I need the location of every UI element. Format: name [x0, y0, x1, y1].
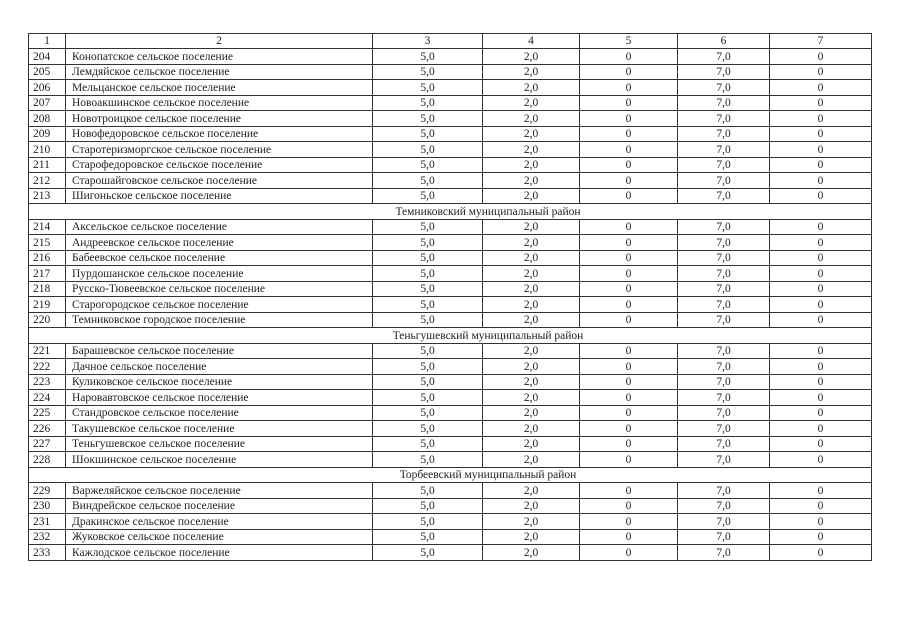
- table-row: [29, 452, 872, 468]
- value-col3: 5,0: [373, 126, 483, 142]
- table-row: [29, 297, 872, 313]
- value-col7: 0: [770, 95, 872, 111]
- value-col4: 2,0: [483, 405, 580, 421]
- value-col7: 0: [770, 173, 872, 189]
- value-col3: 5,0: [373, 374, 483, 390]
- value-col7: 0: [770, 529, 872, 545]
- table-row: [29, 359, 872, 375]
- value-col5: 0: [580, 529, 678, 545]
- row-number: 226: [29, 421, 66, 437]
- value-col4: 2,0: [483, 95, 580, 111]
- value-col7: 0: [770, 49, 872, 65]
- value-col3: 5,0: [373, 529, 483, 545]
- value-col5: 0: [580, 157, 678, 173]
- district-title: Темниковский муниципальный район: [29, 204, 872, 220]
- value-col3: 5,0: [373, 250, 483, 266]
- table-row: [29, 188, 872, 204]
- value-col7: 0: [770, 188, 872, 204]
- table-row: [29, 142, 872, 158]
- value-col3: 5,0: [373, 95, 483, 111]
- value-col5: 0: [580, 436, 678, 452]
- value-col3: 5,0: [373, 483, 483, 499]
- value-col4: 2,0: [483, 545, 580, 561]
- value-col4: 2,0: [483, 297, 580, 313]
- settlement-name: Варжеляйское сельское поселение: [66, 483, 373, 499]
- value-col3: 5,0: [373, 452, 483, 468]
- value-col4: 2,0: [483, 452, 580, 468]
- table-row: [29, 219, 872, 235]
- value-col5: 0: [580, 343, 678, 359]
- value-col5: 0: [580, 390, 678, 406]
- table-row: [29, 250, 872, 266]
- table-row: [29, 126, 872, 142]
- value-col7: 0: [770, 374, 872, 390]
- value-col6: 7,0: [678, 95, 770, 111]
- value-col6: 7,0: [678, 483, 770, 499]
- value-col4: 2,0: [483, 436, 580, 452]
- value-col3: 5,0: [373, 157, 483, 173]
- row-number: 219: [29, 297, 66, 313]
- value-col4: 2,0: [483, 390, 580, 406]
- value-col4: 2,0: [483, 498, 580, 514]
- value-col6: 7,0: [678, 498, 770, 514]
- value-col3: 5,0: [373, 390, 483, 406]
- value-col4: 2,0: [483, 281, 580, 297]
- value-col7: 0: [770, 297, 872, 313]
- value-col6: 7,0: [678, 343, 770, 359]
- settlement-name: Старофедоровское сельское поселение: [66, 157, 373, 173]
- row-number: 220: [29, 312, 66, 328]
- table-row: [29, 49, 872, 65]
- value-col6: 7,0: [678, 514, 770, 530]
- value-col7: 0: [770, 250, 872, 266]
- value-col6: 7,0: [678, 64, 770, 80]
- value-col3: 5,0: [373, 188, 483, 204]
- header-cell-7: 7: [770, 34, 872, 49]
- value-col3: 5,0: [373, 49, 483, 65]
- value-col3: 5,0: [373, 281, 483, 297]
- settlement-name: Жуковское сельское поселение: [66, 529, 373, 545]
- table-header-row: [29, 34, 872, 49]
- row-number: 233: [29, 545, 66, 561]
- row-number: 222: [29, 359, 66, 375]
- value-col7: 0: [770, 219, 872, 235]
- value-col5: 0: [580, 111, 678, 127]
- row-number: 230: [29, 498, 66, 514]
- row-number: 228: [29, 452, 66, 468]
- value-col6: 7,0: [678, 49, 770, 65]
- value-col7: 0: [770, 343, 872, 359]
- table-row: [29, 498, 872, 514]
- value-col4: 2,0: [483, 173, 580, 189]
- value-col6: 7,0: [678, 390, 770, 406]
- row-number: 217: [29, 266, 66, 282]
- value-col6: 7,0: [678, 281, 770, 297]
- group-header-row: [29, 328, 872, 344]
- value-col5: 0: [580, 266, 678, 282]
- value-col4: 2,0: [483, 421, 580, 437]
- value-col6: 7,0: [678, 111, 770, 127]
- value-col4: 2,0: [483, 514, 580, 530]
- row-number: 212: [29, 173, 66, 189]
- group-header-row: [29, 204, 872, 220]
- header-cell-6: 6: [678, 34, 770, 49]
- value-col3: 5,0: [373, 266, 483, 282]
- value-col7: 0: [770, 142, 872, 158]
- value-col3: 5,0: [373, 343, 483, 359]
- settlement-name: Новотроицкое сельское поселение: [66, 111, 373, 127]
- settlement-name: Дракинское сельское поселение: [66, 514, 373, 530]
- district-title: Теньгушевский муниципальный район: [29, 328, 872, 344]
- header-cell-5: 5: [580, 34, 678, 49]
- table-row: [29, 173, 872, 189]
- table-row: [29, 281, 872, 297]
- row-number: 214: [29, 219, 66, 235]
- row-number: 204: [29, 49, 66, 65]
- value-col7: 0: [770, 483, 872, 499]
- value-col4: 2,0: [483, 250, 580, 266]
- settlement-name: Теньгушевское сельское поселение: [66, 436, 373, 452]
- table-row: [29, 405, 872, 421]
- value-col6: 7,0: [678, 374, 770, 390]
- row-number: 225: [29, 405, 66, 421]
- value-col5: 0: [580, 297, 678, 313]
- table-row: [29, 390, 872, 406]
- value-col7: 0: [770, 64, 872, 80]
- value-col4: 2,0: [483, 529, 580, 545]
- row-number: 208: [29, 111, 66, 127]
- settlement-name: Темниковское городское поселение: [66, 312, 373, 328]
- settlement-name: Русско-Тювеевское сельское поселение: [66, 281, 373, 297]
- value-col4: 2,0: [483, 483, 580, 499]
- settlement-name: Пурдошанское сельское поселение: [66, 266, 373, 282]
- value-col6: 7,0: [678, 173, 770, 189]
- row-number: 209: [29, 126, 66, 142]
- value-col3: 5,0: [373, 173, 483, 189]
- value-col7: 0: [770, 405, 872, 421]
- value-col7: 0: [770, 111, 872, 127]
- table-row: [29, 514, 872, 530]
- value-col6: 7,0: [678, 126, 770, 142]
- value-col6: 7,0: [678, 80, 770, 96]
- settlement-name: Лемдяйское сельское поселение: [66, 64, 373, 80]
- value-col4: 2,0: [483, 359, 580, 375]
- settlement-name: Кажлодское сельское поселение: [66, 545, 373, 561]
- value-col7: 0: [770, 359, 872, 375]
- settlement-name: Мельцанское сельское поселение: [66, 80, 373, 96]
- value-col7: 0: [770, 235, 872, 251]
- value-col3: 5,0: [373, 421, 483, 437]
- value-col3: 5,0: [373, 359, 483, 375]
- row-number: 206: [29, 80, 66, 96]
- settlement-name: Конопатское сельское поселение: [66, 49, 373, 65]
- group-header-row: [29, 467, 872, 483]
- value-col4: 2,0: [483, 157, 580, 173]
- value-col7: 0: [770, 545, 872, 561]
- value-col5: 0: [580, 250, 678, 266]
- value-col4: 2,0: [483, 142, 580, 158]
- settlement-name: Бабеевское сельское поселение: [66, 250, 373, 266]
- value-col5: 0: [580, 49, 678, 65]
- value-col4: 2,0: [483, 126, 580, 142]
- table-row: [29, 95, 872, 111]
- row-number: 227: [29, 436, 66, 452]
- table-body: [29, 34, 872, 561]
- value-col3: 5,0: [373, 111, 483, 127]
- value-col5: 0: [580, 452, 678, 468]
- value-col4: 2,0: [483, 312, 580, 328]
- value-col5: 0: [580, 374, 678, 390]
- row-number: 223: [29, 374, 66, 390]
- value-col5: 0: [580, 126, 678, 142]
- settlement-name: Старотеризморгское сельское поселение: [66, 142, 373, 158]
- table-row: [29, 266, 872, 282]
- value-col6: 7,0: [678, 250, 770, 266]
- value-col7: 0: [770, 452, 872, 468]
- value-col7: 0: [770, 266, 872, 282]
- district-title: Торбеевский муниципальный район: [29, 467, 872, 483]
- table-row: [29, 157, 872, 173]
- value-col4: 2,0: [483, 343, 580, 359]
- value-col5: 0: [580, 405, 678, 421]
- table-row: [29, 374, 872, 390]
- settlement-name: Аксельское сельское поселение: [66, 219, 373, 235]
- settlement-name: Новофедоровское сельское поселение: [66, 126, 373, 142]
- table-row: [29, 421, 872, 437]
- value-col7: 0: [770, 157, 872, 173]
- document-page: [28, 33, 871, 561]
- value-col5: 0: [580, 173, 678, 189]
- value-col6: 7,0: [678, 405, 770, 421]
- value-col4: 2,0: [483, 80, 580, 96]
- settlement-name: Барашевское сельское поселение: [66, 343, 373, 359]
- row-number: 231: [29, 514, 66, 530]
- value-col7: 0: [770, 281, 872, 297]
- value-col5: 0: [580, 219, 678, 235]
- value-col6: 7,0: [678, 359, 770, 375]
- value-col3: 5,0: [373, 436, 483, 452]
- value-col3: 5,0: [373, 297, 483, 313]
- settlement-name: Наровавтовское сельское поселение: [66, 390, 373, 406]
- value-col3: 5,0: [373, 142, 483, 158]
- table-row: [29, 111, 872, 127]
- value-col6: 7,0: [678, 142, 770, 158]
- value-col7: 0: [770, 312, 872, 328]
- row-number: 215: [29, 235, 66, 251]
- value-col4: 2,0: [483, 374, 580, 390]
- value-col5: 0: [580, 95, 678, 111]
- value-col5: 0: [580, 483, 678, 499]
- value-col3: 5,0: [373, 235, 483, 251]
- value-col4: 2,0: [483, 219, 580, 235]
- table-row: [29, 80, 872, 96]
- table-row: [29, 64, 872, 80]
- value-col7: 0: [770, 126, 872, 142]
- header-cell-3: 3: [373, 34, 483, 49]
- value-col5: 0: [580, 312, 678, 328]
- value-col3: 5,0: [373, 219, 483, 235]
- value-col3: 5,0: [373, 64, 483, 80]
- settlement-name: Старошайговское сельское поселение: [66, 173, 373, 189]
- value-col6: 7,0: [678, 421, 770, 437]
- header-cell-1: 1: [29, 34, 66, 49]
- settlement-name: Куликовское сельское поселение: [66, 374, 373, 390]
- value-col6: 7,0: [678, 529, 770, 545]
- value-col6: 7,0: [678, 266, 770, 282]
- row-number: 205: [29, 64, 66, 80]
- value-col7: 0: [770, 514, 872, 530]
- row-number: 213: [29, 188, 66, 204]
- value-col5: 0: [580, 64, 678, 80]
- row-number: 224: [29, 390, 66, 406]
- settlement-name: Шокшинское сельское поселение: [66, 452, 373, 468]
- table-row: [29, 436, 872, 452]
- value-col6: 7,0: [678, 188, 770, 204]
- value-col6: 7,0: [678, 452, 770, 468]
- row-number: 207: [29, 95, 66, 111]
- value-col7: 0: [770, 436, 872, 452]
- value-col4: 2,0: [483, 64, 580, 80]
- value-col6: 7,0: [678, 157, 770, 173]
- settlement-name: Дачное сельское поселение: [66, 359, 373, 375]
- settlement-name: Новоакшинское сельское поселение: [66, 95, 373, 111]
- row-number: 221: [29, 343, 66, 359]
- value-col7: 0: [770, 80, 872, 96]
- table-row: [29, 545, 872, 561]
- settlement-name: Виндрейское сельское поселение: [66, 498, 373, 514]
- value-col7: 0: [770, 421, 872, 437]
- value-col5: 0: [580, 514, 678, 530]
- value-col5: 0: [580, 545, 678, 561]
- value-col3: 5,0: [373, 312, 483, 328]
- value-col6: 7,0: [678, 545, 770, 561]
- table-row: [29, 343, 872, 359]
- settlement-name: Андреевское сельское поселение: [66, 235, 373, 251]
- value-col5: 0: [580, 281, 678, 297]
- value-col3: 5,0: [373, 514, 483, 530]
- header-cell-2: 2: [66, 34, 373, 49]
- value-col4: 2,0: [483, 266, 580, 282]
- value-col3: 5,0: [373, 405, 483, 421]
- value-col3: 5,0: [373, 498, 483, 514]
- table-row: [29, 235, 872, 251]
- value-col5: 0: [580, 359, 678, 375]
- value-col3: 5,0: [373, 545, 483, 561]
- row-number: 232: [29, 529, 66, 545]
- value-col4: 2,0: [483, 111, 580, 127]
- value-col4: 2,0: [483, 235, 580, 251]
- value-col6: 7,0: [678, 436, 770, 452]
- value-col5: 0: [580, 142, 678, 158]
- settlement-name: Старогородское сельское поселение: [66, 297, 373, 313]
- settlement-name: Такушевское сельское поселение: [66, 421, 373, 437]
- settlement-name: Шигоньское сельское поселение: [66, 188, 373, 204]
- row-number: 216: [29, 250, 66, 266]
- value-col5: 0: [580, 188, 678, 204]
- value-col6: 7,0: [678, 235, 770, 251]
- value-col6: 7,0: [678, 312, 770, 328]
- settlements-table: [28, 33, 872, 561]
- value-col5: 0: [580, 498, 678, 514]
- row-number: 218: [29, 281, 66, 297]
- value-col5: 0: [580, 421, 678, 437]
- table-row: [29, 529, 872, 545]
- table-row: [29, 312, 872, 328]
- row-number: 211: [29, 157, 66, 173]
- row-number: 210: [29, 142, 66, 158]
- value-col6: 7,0: [678, 297, 770, 313]
- table-row: [29, 483, 872, 499]
- value-col6: 7,0: [678, 219, 770, 235]
- value-col5: 0: [580, 235, 678, 251]
- header-cell-4: 4: [483, 34, 580, 49]
- row-number: 229: [29, 483, 66, 499]
- settlement-name: Стандровское сельское поселение: [66, 405, 373, 421]
- value-col7: 0: [770, 498, 872, 514]
- value-col4: 2,0: [483, 188, 580, 204]
- value-col3: 5,0: [373, 80, 483, 96]
- value-col5: 0: [580, 80, 678, 96]
- value-col4: 2,0: [483, 49, 580, 65]
- value-col7: 0: [770, 390, 872, 406]
